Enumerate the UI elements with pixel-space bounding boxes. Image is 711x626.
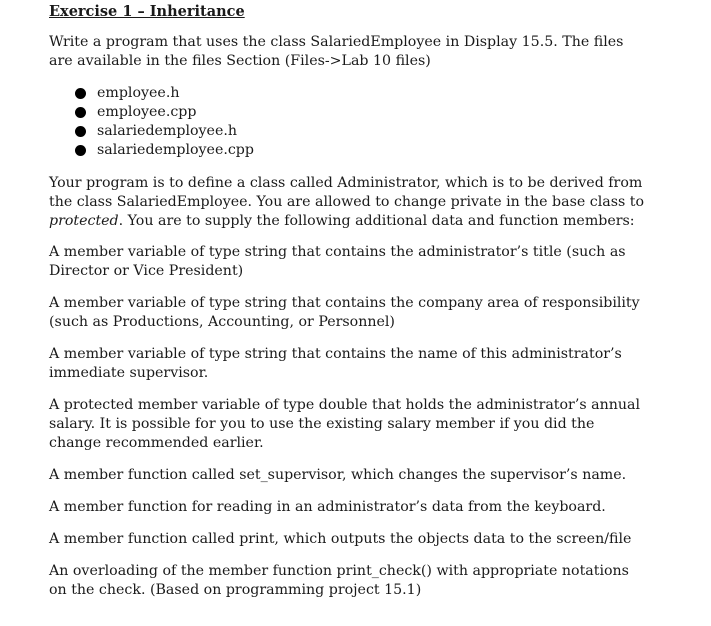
task-emphasis: protected bbox=[49, 213, 119, 229]
member-print-check-paragraph: An overloading of the member function print_check() with appropriate notations on the check. (Based on programming project 15.1) bbox=[49, 563, 629, 598]
file-name: salariedemployee.h bbox=[97, 123, 237, 139]
file-name: employee.h bbox=[97, 85, 180, 101]
bullet-icon bbox=[75, 126, 86, 137]
bullet-icon bbox=[75, 107, 86, 118]
bullet-icon bbox=[75, 145, 86, 156]
bullet-icon bbox=[75, 88, 86, 99]
file-name: employee.cpp bbox=[97, 104, 197, 120]
intro-paragraph: Write a program that uses the class SalariedEmployee in Display 15.5. The files are available in the files Section (Files->Lab 10 files) bbox=[49, 34, 624, 69]
member-set-supervisor-paragraph: A member function called set_supervisor, which changes the supervisor’s name. bbox=[49, 467, 627, 483]
member-print-paragraph: A member function called print, which outputs the objects data to the screen/file bbox=[49, 531, 632, 547]
task-text-after: . You are to supply the following additional data and function members: bbox=[118, 213, 635, 229]
file-list bbox=[75, 84, 254, 160]
task-text-before: Your program is to define a class called Administrator, which is to be derived from the class SalariedEmployee. You are allowed to change private in the base class to bbox=[49, 175, 645, 210]
member-area-paragraph: A member variable of type string that contains the company area of responsibility (such as Productions, Accounting, or Personnel) bbox=[49, 295, 640, 330]
member-salary-paragraph: A protected member variable of type double that holds the administrator’s annual salary. It is possible for you to use the existing salary member if you did the change recommended earlier. bbox=[49, 397, 640, 451]
file-name: salariedemployee.cpp bbox=[97, 142, 254, 158]
list-item bbox=[75, 122, 254, 141]
list-item bbox=[75, 84, 254, 103]
member-supervisor-paragraph: A member variable of type string that contains the name of this administrator’s immediate supervisor. bbox=[49, 346, 622, 381]
member-title-paragraph: A member variable of type string that contains the administrator’s title (such as Director or Vice President) bbox=[49, 244, 626, 279]
task-paragraph bbox=[49, 174, 649, 231]
member-read-data-paragraph: A member function for reading in an administrator’s data from the keyboard. bbox=[49, 499, 606, 515]
list-item bbox=[75, 103, 254, 122]
list-item bbox=[75, 141, 254, 160]
exercise-title: Exercise 1 – Inheritance bbox=[49, 3, 245, 20]
